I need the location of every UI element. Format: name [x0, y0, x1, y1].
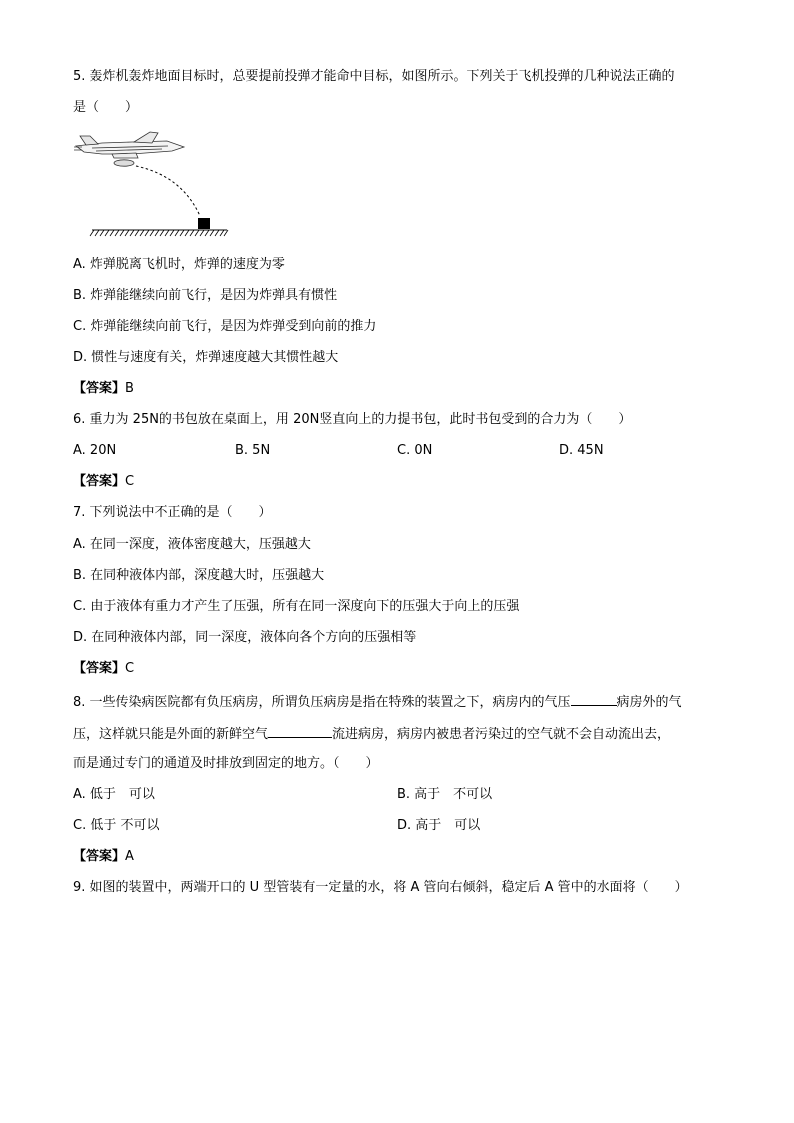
q5-option-d: D. 惯性与速度有关，炸弹速度越大其惯性越大	[73, 350, 339, 365]
q8-answer	[73, 847, 134, 867]
q8-blank-1	[571, 691, 617, 706]
q8-stem-line3: 而是通过专门的通道及时排放到固定的地方。（ ）	[73, 756, 379, 771]
target-box	[198, 218, 210, 229]
q7-option-d: D. 在同种液体内部，同一深度，液体向各个方向的压强相等	[73, 630, 417, 645]
q8-option-a: A. 低于 可以	[73, 787, 155, 802]
answer-tag: 【答案】	[73, 661, 126, 676]
q6-option-d: D. 45N	[559, 443, 604, 458]
answer-value: A	[125, 849, 134, 864]
q8-option-b: B. 高于 不可以	[397, 787, 493, 802]
q8-option-d: D. 高于 可以	[397, 818, 481, 833]
q5-option-b: B. 炸弹能继续向前飞行，是因为炸弹具有惯性	[73, 288, 338, 303]
q8-blank-2	[268, 723, 332, 738]
q7-option-c: C. 由于液体有重力才产生了压强，所有在同一深度向下的压强大于向上的压强	[73, 599, 520, 614]
q8-stem-line1	[73, 691, 682, 713]
q8-stem-line2-start: 压，这样就只能是外面的新鲜空气	[73, 727, 269, 742]
q8-stem-line1-end: 病房外的气	[616, 695, 682, 710]
ground-hatching	[90, 230, 228, 236]
q5-option-a: A. 炸弹脱离飞机时，炸弹的速度为零	[73, 257, 285, 272]
answer-value: C	[125, 474, 135, 489]
bomb-trajectory	[136, 166, 200, 216]
q5-stem-line2: 是（ ）	[73, 100, 139, 115]
airplane-drawing	[74, 132, 184, 166]
q8-stem-line1-start: 8. 一些传染病医院都有负压病房，所谓负压病房是指在特殊的装置之下，病房内的气压	[73, 695, 571, 710]
q9-stem: 9. 如图的装置中，两端开口的 U 型管装有一定量的水，将 A 管向右倾斜，稳定后 A 管中的水面将（ ）	[73, 880, 688, 895]
q5-answer	[73, 379, 134, 399]
bomber-figure	[72, 130, 232, 242]
q8-stem-line2-end: 流进病房，病房内被患者污染过的空气就不会自动流出去，	[332, 727, 671, 742]
q7-option-b: B. 在同种液体内部，深度越大时，压强越大	[73, 568, 325, 583]
q6-option-a: A. 20N	[73, 443, 117, 458]
q6-option-b: B. 5N	[235, 443, 271, 458]
q6-option-c: C. 0N	[397, 443, 433, 458]
answer-tag: 【答案】	[73, 474, 126, 489]
q7-option-a: A. 在同一深度，液体密度越大，压强越大	[73, 537, 311, 552]
answer-value: C	[125, 661, 135, 676]
answer-tag: 【答案】	[73, 849, 126, 864]
q8-option-c: C. 低于 不可以	[73, 818, 160, 833]
answer-value: B	[125, 381, 134, 396]
q6-answer	[73, 472, 134, 492]
q7-answer	[73, 659, 134, 679]
q5-stem-line1: 5. 轰炸机轰炸地面目标时，总要提前投弹才能命中目标，如图所示。下列关于飞机投弹的几种说法正确的	[73, 69, 675, 84]
q6-stem: 6. 重力为 25N的书包放在桌面上，用 20N竖直向上的力提书包，此时书包受到的合力为（ ）	[73, 412, 632, 427]
q8-stem-line2	[73, 723, 670, 745]
q5-option-c: C. 炸弹能继续向前飞行，是因为炸弹受到向前的推力	[73, 319, 377, 334]
answer-tag: 【答案】	[73, 381, 126, 396]
q7-stem: 7. 下列说法中不正确的是（ ）	[73, 505, 272, 520]
